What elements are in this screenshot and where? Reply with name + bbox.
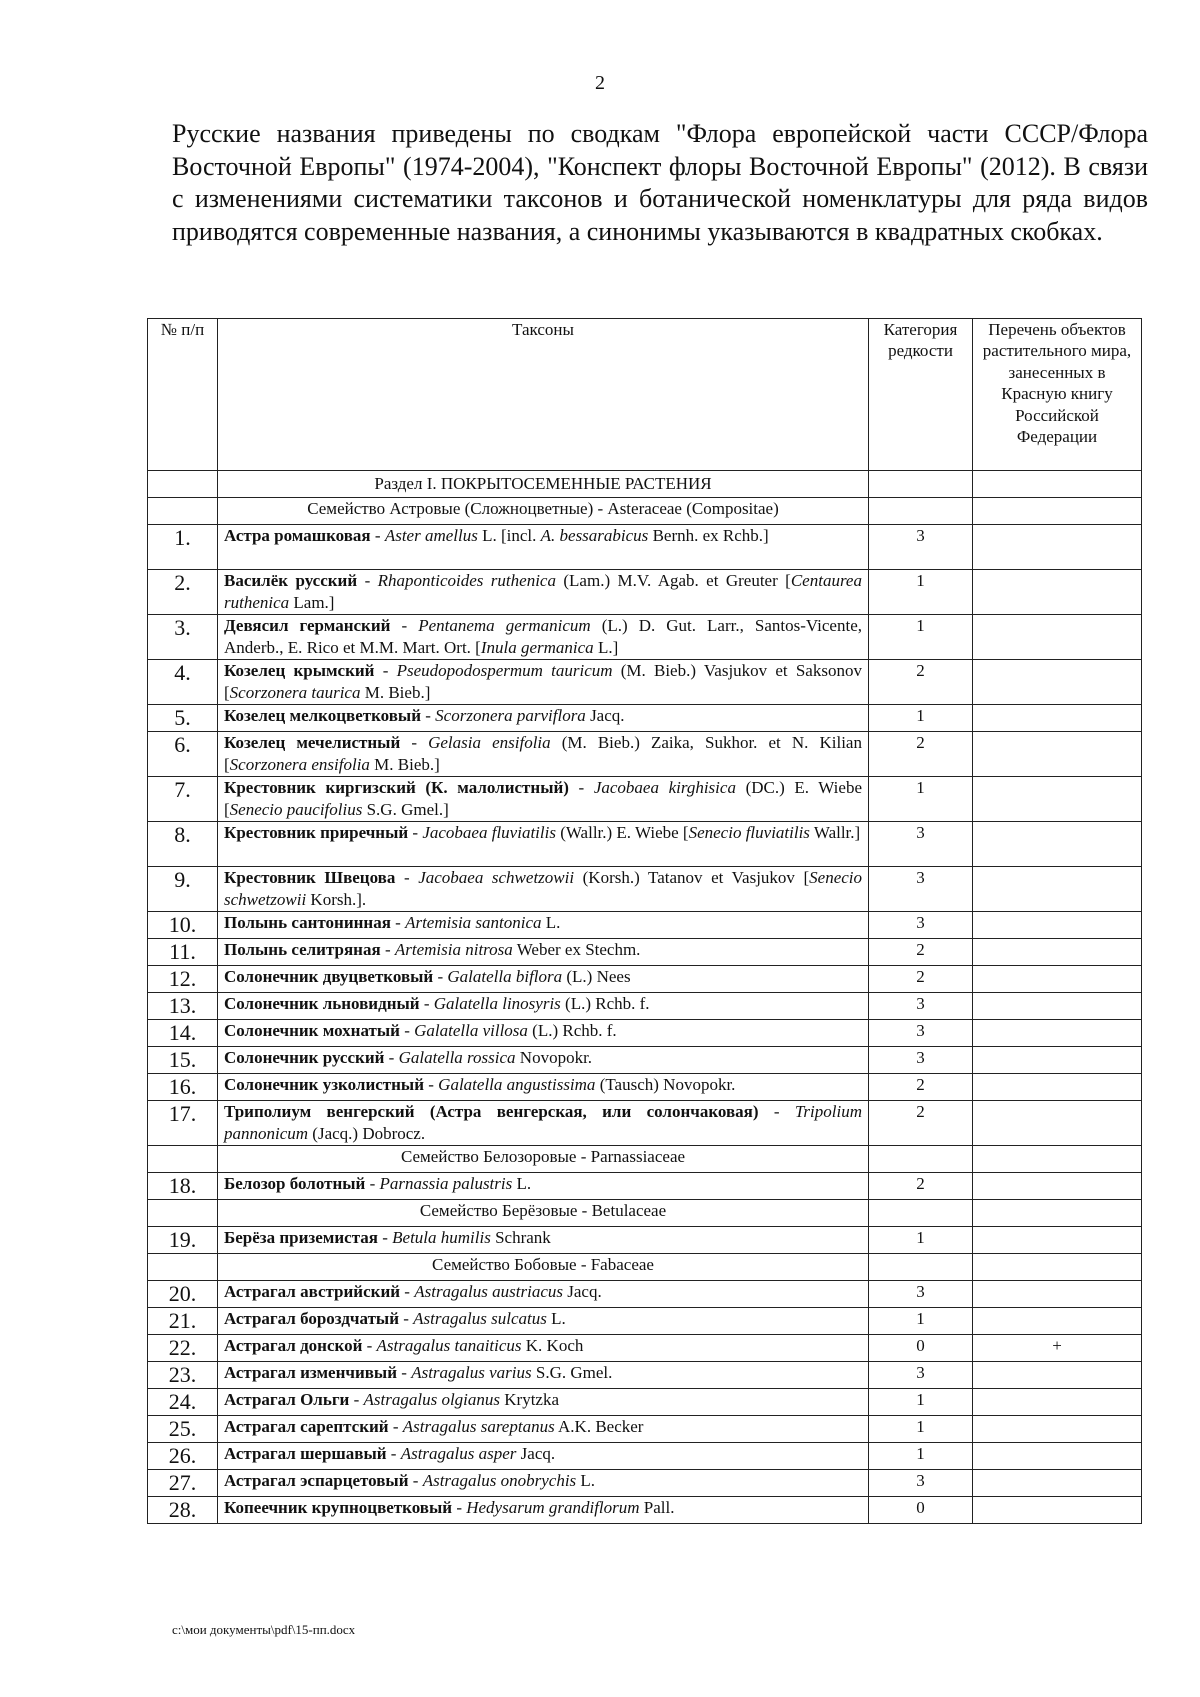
russian-name: Астрагал шершавый — [224, 1444, 387, 1463]
latin-name: Centaurea ruthenica — [224, 571, 862, 612]
family-row — [148, 1200, 1142, 1227]
taxon-cell: Триполиум венгерский (Астра венгерская, или солончаковая) - Tripolium pannonicum (Jacq.) Dobrocz. — [218, 1101, 869, 1146]
latin-name: Galatella linosyris — [433, 994, 561, 1013]
rarity-category: 2 — [869, 1101, 973, 1146]
intro-paragraph: Русские названия приведены по сводкам "Флора европейской части СССР/Флора Восточной Европы" (1974-2004), "Конспект флоры Восточной Европы" (2012). В связи с изменениями систематики таксонов и ботанической номенклатуры для ряда видов приводятся современные названия, а синонимы указываются в квадратных скобках. — [172, 119, 1148, 246]
russian-name: Крестовник приречный — [224, 823, 409, 842]
author-text: Jacq. — [585, 706, 625, 725]
section-row — [148, 471, 1142, 498]
rf-red-book-mark — [973, 570, 1142, 615]
russian-name: Полынь селитряная — [224, 940, 381, 959]
table-row — [148, 1020, 1142, 1047]
author-text: (M. Bieb.) Vasjukov et Saksonov [ — [224, 661, 862, 702]
family-cat-cell — [869, 1200, 973, 1227]
row-number: 19. — [148, 1227, 218, 1254]
taxon-cell: Берёза приземистая - Betula humilis Schrank — [218, 1227, 869, 1254]
taxon-cell: Козелец мелкоцветковый - Scorzonera parviflora Jacq. — [218, 705, 869, 732]
author-text: S.G. Gmel. — [531, 1363, 613, 1382]
rf-red-book-mark — [973, 867, 1142, 912]
author-text: L.] — [593, 637, 619, 657]
family-rf-cell — [973, 498, 1142, 525]
taxon-cell: Солонечник льновидный - Galatella linosyris (L.) Rchb. f. — [218, 993, 869, 1020]
author-text: (DC.) E. Wiebe [ — [224, 778, 862, 819]
russian-name: Астрагал сарептский — [224, 1417, 389, 1436]
table-row — [148, 1173, 1142, 1200]
rarity-category: 2 — [869, 1173, 973, 1200]
table-row — [148, 939, 1142, 966]
author-text: (Wallr.) E. Wiebe [ — [555, 823, 689, 842]
table-row — [148, 867, 1142, 912]
russian-name: Козелец мечелистный — [224, 733, 401, 752]
latin-name: Galatella rossica — [398, 1048, 516, 1067]
table-header-row — [148, 319, 1142, 471]
latin-name: Astragalus onobrychis — [422, 1471, 577, 1490]
table-row — [148, 1101, 1142, 1146]
table-row — [148, 1335, 1142, 1362]
row-number: 17. — [148, 1101, 218, 1146]
family-num-cell — [148, 498, 218, 525]
taxon-cell: Астрагал изменчивый - Astragalus varius S.G. Gmel. — [218, 1362, 869, 1389]
family-name: Семейство Бобовые - Fabaceae — [218, 1254, 869, 1281]
taxon-cell: Солонечник русский - Galatella rossica Novopokr. — [218, 1047, 869, 1074]
author-text: A.K. Becker — [554, 1417, 644, 1436]
table-row — [148, 912, 1142, 939]
rarity-category: 3 — [869, 525, 973, 570]
family-cat-cell — [869, 498, 973, 525]
rf-red-book-mark — [973, 615, 1142, 660]
latin-name: Gelasia ensifolia — [428, 733, 551, 752]
row-number: 23. — [148, 1362, 218, 1389]
table-row — [148, 822, 1142, 867]
taxon-cell: Белозор болотный - Parnassia palustris L. — [218, 1173, 869, 1200]
latin-name: Senecio paucifolius — [229, 799, 363, 819]
section-num-cell — [148, 471, 218, 498]
russian-name: Солонечник двуцветковый — [224, 967, 434, 986]
header-rf-list: Перечень объектов растительного мира, занесенных в Красную книгу Российской Федерации — [973, 319, 1142, 471]
russian-name: Девясил германский — [224, 616, 391, 635]
author-text: S.G. Gmel.] — [362, 799, 449, 819]
row-number: 7. — [148, 777, 218, 822]
rf-red-book-mark — [973, 1173, 1142, 1200]
author-text: Jacq. — [516, 1444, 556, 1463]
rf-red-book-mark — [973, 1416, 1142, 1443]
author-text: M. Bieb.] — [360, 682, 431, 702]
rarity-category: 0 — [869, 1335, 973, 1362]
table-row — [148, 777, 1142, 822]
table-row — [148, 732, 1142, 777]
table-row — [148, 1308, 1142, 1335]
table-row — [148, 1443, 1142, 1470]
rf-red-book-mark — [973, 1101, 1142, 1146]
rarity-category: 2 — [869, 1074, 973, 1101]
rf-red-book-mark — [973, 1443, 1142, 1470]
russian-name: Астрагал изменчивый — [224, 1363, 398, 1382]
row-number: 1. — [148, 525, 218, 570]
family-name: Семейство Берёзовые - Betulaceae — [218, 1200, 869, 1227]
header-taxon: Таксоны — [218, 319, 869, 471]
taxon-cell: Астрагал эспарцетовый - Astragalus onobrychis L. — [218, 1470, 869, 1497]
author-text: Jacq. — [563, 1282, 602, 1301]
russian-name: Астрагал донской — [224, 1336, 363, 1355]
family-num-cell — [148, 1200, 218, 1227]
row-number: 22. — [148, 1335, 218, 1362]
taxon-cell: Козелец крымский - Pseudopodospermum tauricum (M. Bieb.) Vasjukov et Saksonov [Scorzonera taurica M. Bieb.] — [218, 660, 869, 705]
header-category: Категория редкости — [869, 319, 973, 471]
rarity-category: 3 — [869, 993, 973, 1020]
author-text: L. — [576, 1471, 596, 1490]
taxon-cell: Астрагал Ольги - Astragalus olgianus Krytzka — [218, 1389, 869, 1416]
header-number: № п/п — [148, 319, 218, 471]
rf-red-book-mark — [973, 525, 1142, 570]
latin-name: Astragalus varius — [411, 1363, 532, 1382]
russian-name: Астрагал бороздчатый — [224, 1309, 399, 1328]
row-number: 18. — [148, 1173, 218, 1200]
rf-red-book-mark — [973, 660, 1142, 705]
row-number: 15. — [148, 1047, 218, 1074]
rf-red-book-mark — [973, 966, 1142, 993]
rarity-category: 1 — [869, 777, 973, 822]
russian-name: Крестовник Швецова — [224, 868, 396, 887]
russian-name: Полынь сантонинная — [224, 913, 391, 932]
taxon-cell: Крестовник приречный - Jacobaea fluviatilis (Wallr.) E. Wiebe [Senecio fluviatilis Wallr.] — [218, 822, 869, 867]
latin-name: Artemisia nitrosa — [394, 940, 513, 959]
latin-name: Scorzonera parviflora — [435, 706, 586, 725]
rarity-category: 3 — [869, 1281, 973, 1308]
latin-name: Astragalus tanaiticus — [376, 1336, 522, 1355]
author-text: Wallr.] — [809, 823, 861, 842]
row-number: 4. — [148, 660, 218, 705]
latin-name: Jacobaea fluviatilis — [422, 823, 556, 842]
author-text: (Jacq.) Dobrocz. — [308, 1123, 426, 1143]
row-number: 5. — [148, 705, 218, 732]
russian-name: Триполиум венгерский (Астра венгерская, или солончаковая) — [224, 1102, 759, 1121]
latin-name: Jacobaea schwetzowii — [418, 868, 575, 887]
latin-name: Astragalus sulcatus — [413, 1309, 547, 1328]
author-text: K. Koch — [521, 1336, 584, 1355]
footer-file-path: c:\мои документы\pdf\15-пп.docx — [172, 1622, 356, 1637]
russian-name: Астрагал австрийский — [224, 1282, 401, 1301]
author-text: Lam.] — [289, 592, 335, 612]
rf-red-book-mark — [973, 1020, 1142, 1047]
latin-name: Pentanema germanicum — [418, 616, 591, 635]
taxon-cell: Астрагал бороздчатый - Astragalus sulcatus L. — [218, 1308, 869, 1335]
row-number: 25. — [148, 1416, 218, 1443]
table-row — [148, 1470, 1142, 1497]
author-text: Pall. — [639, 1498, 675, 1517]
row-number: 13. — [148, 993, 218, 1020]
row-number: 21. — [148, 1308, 218, 1335]
latin-name: Senecio fluviatilis — [688, 823, 810, 842]
row-number: 28. — [148, 1497, 218, 1524]
rf-red-book-mark — [973, 1227, 1142, 1254]
latin-name: Galatella angustissima — [438, 1075, 596, 1094]
latin-name: Galatella biflora — [447, 967, 563, 986]
table-body — [148, 471, 1142, 1524]
table-row — [148, 1362, 1142, 1389]
latin-name: Rhaponticoides ruthenica — [377, 571, 556, 590]
russian-name: Солонечник мохнатый — [224, 1021, 400, 1040]
family-row — [148, 1254, 1142, 1281]
russian-name: Козелец мелкоцветковый — [224, 706, 421, 725]
author-text: (Lam.) M.V. Agab. et Greuter [ — [555, 571, 791, 590]
table-row — [148, 525, 1142, 570]
latin-name: Inula germanica — [480, 637, 594, 657]
table-row — [148, 993, 1142, 1020]
latin-name: Astragalus olgianus — [363, 1390, 501, 1409]
rarity-category: 1 — [869, 615, 973, 660]
section-rf-cell — [973, 471, 1142, 498]
family-rf-cell — [973, 1146, 1142, 1173]
table-row — [148, 966, 1142, 993]
rarity-category: 3 — [869, 912, 973, 939]
rf-red-book-mark — [973, 1281, 1142, 1308]
family-cat-cell — [869, 1254, 973, 1281]
latin-name: Astragalus sareptanus — [402, 1417, 555, 1436]
rarity-category: 2 — [869, 966, 973, 993]
latin-name: Artemisia santonica — [405, 913, 542, 932]
author-text: (L.) D. Gut. Larr., Santos-Vicente, Anderb., E. Rico et M.M. Mart. Ort. [ — [224, 616, 862, 657]
row-number: 6. — [148, 732, 218, 777]
taxon-cell: Астрагал шершавый - Astragalus asper Jacq. — [218, 1443, 869, 1470]
rarity-category: 1 — [869, 1308, 973, 1335]
russian-name: Копеечник крупноцветковый — [224, 1498, 453, 1517]
russian-name: Берёза приземистая — [224, 1228, 378, 1247]
taxon-cell: Крестовник киргизский (К. малолистный) - Jacobaea kirghisica (DC.) E. Wiebe [Senecio paucifolius S.G. Gmel.] — [218, 777, 869, 822]
section-title: Раздел I. ПОКРЫТОСЕМЕННЫЕ РАСТЕНИЯ — [218, 471, 869, 498]
rf-red-book-mark — [973, 705, 1142, 732]
rf-red-book-mark — [973, 1047, 1142, 1074]
author-text: (Tausch) Novopokr. — [595, 1075, 736, 1094]
rf-red-book-mark — [973, 1074, 1142, 1101]
family-num-cell — [148, 1254, 218, 1281]
rarity-category: 2 — [869, 660, 973, 705]
taxon-cell: Солонечник двуцветковый - Galatella biflora (L.) Nees — [218, 966, 869, 993]
russian-name: Астра ромашковая — [224, 526, 371, 545]
taxon-cell: Астрагал донской - Astragalus tanaiticus K. Koch — [218, 1335, 869, 1362]
table-row — [148, 1497, 1142, 1524]
row-number: 14. — [148, 1020, 218, 1047]
rarity-category: 3 — [869, 1020, 973, 1047]
table-row — [148, 1281, 1142, 1308]
table-row — [148, 705, 1142, 732]
author-text: Korsh.]. — [306, 889, 367, 909]
row-number: 11. — [148, 939, 218, 966]
author-text: (L.) Rchb. f. — [560, 994, 650, 1013]
table-row — [148, 615, 1142, 660]
rarity-category: 2 — [869, 939, 973, 966]
rf-red-book-mark — [973, 1389, 1142, 1416]
author-text: (M. Bieb.) Zaika, Sukhor. et N. Kilian [ — [224, 733, 862, 774]
russian-name: Василёк русский — [224, 571, 358, 590]
latin-name: Scorzonera taurica — [229, 682, 361, 702]
taxon-cell: Козелец мечелистный - Gelasia ensifolia (M. Bieb.) Zaika, Sukhor. et N. Kilian [Scorzonera ensifolia M. Bieb.] — [218, 732, 869, 777]
latin-name: Scorzonera ensifolia — [229, 754, 370, 774]
latin-name: Pseudopodospermum tauricum — [396, 661, 613, 680]
russian-name: Крестовник киргизский (К. малолистный) — [224, 778, 569, 797]
taxon-cell: Астрагал сарептский - Astragalus sareptanus A.K. Becker — [218, 1416, 869, 1443]
table-row — [148, 1227, 1142, 1254]
rf-red-book-mark — [973, 822, 1142, 867]
taxon-cell: Крестовник Швецова - Jacobaea schwetzowii (Korsh.) Tatanov et Vasjukov [Senecio schwetzowii Korsh.]. — [218, 867, 869, 912]
rarity-category: 1 — [869, 1389, 973, 1416]
rf-red-book-mark — [973, 1362, 1142, 1389]
page-number: 2 — [595, 72, 605, 94]
rf-red-book-mark — [973, 1497, 1142, 1524]
table-row — [148, 660, 1142, 705]
row-number: 10. — [148, 912, 218, 939]
rarity-category: 0 — [869, 1497, 973, 1524]
author-text: L. — [546, 1309, 566, 1328]
row-number: 3. — [148, 615, 218, 660]
rarity-category: 3 — [869, 822, 973, 867]
russian-name: Астрагал эспарцетовый — [224, 1471, 409, 1490]
latin-name: Astragalus asper — [400, 1444, 517, 1463]
rf-red-book-mark — [973, 732, 1142, 777]
latin-name: Hedysarum grandiflorum — [466, 1498, 640, 1517]
rarity-category: 1 — [869, 705, 973, 732]
rf-red-book-mark — [973, 939, 1142, 966]
russian-name: Белозор болотный — [224, 1174, 366, 1193]
family-num-cell — [148, 1146, 218, 1173]
rarity-category: 1 — [869, 570, 973, 615]
rarity-category: 3 — [869, 867, 973, 912]
row-number: 2. — [148, 570, 218, 615]
family-rf-cell — [973, 1200, 1142, 1227]
taxon-cell: Девясил германский - Pentanema germanicum (L.) D. Gut. Larr., Santos-Vicente, Anderb., E. Rico et M.M. Mart. Ort. [Inula germanica L.] — [218, 615, 869, 660]
latin-name: Betula humilis — [392, 1228, 491, 1247]
latin-name: A. bessarabicus — [540, 526, 649, 545]
latin-name: Aster amellus — [384, 526, 478, 545]
row-number: 26. — [148, 1443, 218, 1470]
table-row — [148, 570, 1142, 615]
table-row — [148, 1416, 1142, 1443]
author-text: (Korsh.) Tatanov et Vasjukov [ — [574, 868, 810, 887]
family-name: Семейство Белозоровые - Parnassiaceae — [218, 1146, 869, 1173]
taxon-cell: Полынь селитряная - Artemisia nitrosa Weber ex Stechm. — [218, 939, 869, 966]
family-name: Семейство Астровые (Сложноцветные) - Asteraceae (Compositae) — [218, 498, 869, 525]
russian-name: Астрагал Ольги — [224, 1390, 350, 1409]
author-text: (L.) Nees — [562, 967, 631, 986]
family-row — [148, 1146, 1142, 1173]
taxon-cell: Василёк русский - Rhaponticoides ruthenica (Lam.) M.V. Agab. et Greuter [Centaurea ruthenica Lam.] — [218, 570, 869, 615]
author-text: (L.) Rchb. f. — [527, 1021, 617, 1040]
latin-name: Parnassia palustris — [379, 1174, 513, 1193]
author-text: Krytzka — [500, 1390, 560, 1409]
table-row — [148, 1047, 1142, 1074]
row-number: 12. — [148, 966, 218, 993]
row-number: 27. — [148, 1470, 218, 1497]
row-number: 8. — [148, 822, 218, 867]
family-row — [148, 498, 1142, 525]
row-number: 16. — [148, 1074, 218, 1101]
taxon-cell: Астра ромашковая - Aster amellus L. [incl. A. bessarabicus Bernh. ex Rchb.] — [218, 525, 869, 570]
rf-red-book-mark: + — [973, 1335, 1142, 1362]
author-text: L. [incl. — [477, 526, 541, 545]
author-text: Bernh. ex Rchb.] — [648, 526, 769, 545]
rarity-category: 1 — [869, 1416, 973, 1443]
section-cat-cell — [869, 471, 973, 498]
taxon-cell: Копеечник крупноцветковый - Hedysarum grandiflorum Pall. — [218, 1497, 869, 1524]
table-row — [148, 1389, 1142, 1416]
rf-red-book-mark — [973, 912, 1142, 939]
family-cat-cell — [869, 1146, 973, 1173]
latin-name: Jacobaea kirghisica — [593, 778, 736, 797]
russian-name: Солонечник русский — [224, 1048, 385, 1067]
russian-name: Солонечник узколистный — [224, 1075, 424, 1094]
latin-name: Galatella villosa — [414, 1021, 528, 1040]
row-number: 9. — [148, 867, 218, 912]
rf-red-book-mark — [973, 1470, 1142, 1497]
author-text: Weber ex Stechm. — [512, 940, 641, 959]
taxon-cell: Полынь сантонинная - Artemisia santonica L. — [218, 912, 869, 939]
rarity-category: 3 — [869, 1047, 973, 1074]
latin-name: Astragalus austriacus — [414, 1282, 563, 1301]
taxon-cell: Солонечник узколистный - Galatella angustissima (Tausch) Novopokr. — [218, 1074, 869, 1101]
rf-red-book-mark — [973, 993, 1142, 1020]
rarity-category: 3 — [869, 1362, 973, 1389]
author-text: Schrank — [490, 1228, 551, 1247]
taxon-cell: Астрагал австрийский - Astragalus austriacus Jacq. — [218, 1281, 869, 1308]
family-rf-cell — [973, 1254, 1142, 1281]
rf-red-book-mark — [973, 777, 1142, 822]
table-row — [148, 1074, 1142, 1101]
russian-name: Козелец крымский — [224, 661, 375, 680]
rf-red-book-mark — [973, 1308, 1142, 1335]
russian-name: Солонечник льновидный — [224, 994, 420, 1013]
rarity-category: 1 — [869, 1443, 973, 1470]
row-number: 20. — [148, 1281, 218, 1308]
latin-name: Senecio schwetzowii — [224, 868, 863, 909]
latin-name: Tripolium pannonicum — [224, 1102, 862, 1143]
author-text: L. — [541, 913, 561, 932]
rarity-category: 3 — [869, 1470, 973, 1497]
author-text: M. Bieb.] — [369, 754, 440, 774]
author-text: Novopokr. — [515, 1048, 593, 1067]
rarity-category: 1 — [869, 1227, 973, 1254]
author-text: L. — [512, 1174, 532, 1193]
rarity-category: 2 — [869, 732, 973, 777]
red-book-table — [147, 318, 1142, 1524]
taxon-cell: Солонечник мохнатый - Galatella villosa (L.) Rchb. f. — [218, 1020, 869, 1047]
row-number: 24. — [148, 1389, 218, 1416]
